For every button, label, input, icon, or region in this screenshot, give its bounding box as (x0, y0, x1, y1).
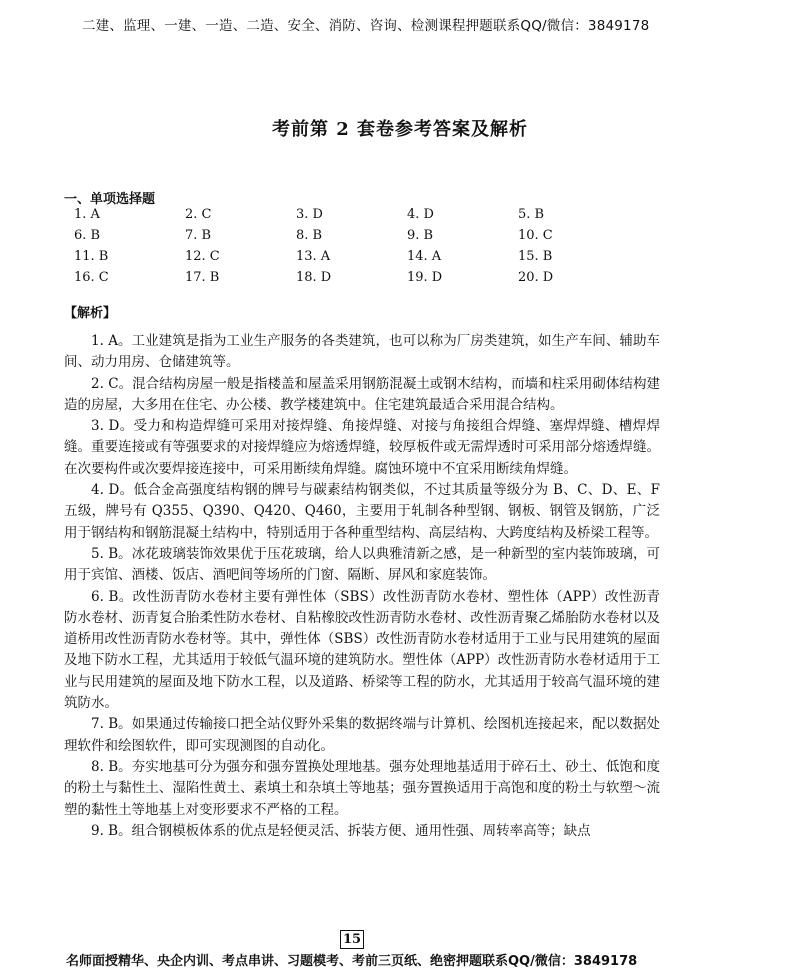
answer-item: 4. D (407, 207, 434, 222)
answer-item: 14. A (407, 249, 442, 264)
answer-item: 16. C (74, 270, 109, 285)
answer-item: 11. B (74, 249, 109, 264)
answer-grid (74, 207, 629, 286)
bottom-banner: 名师面授精华、央企内训、考点串讲、习题模考、考前三页纸、绝密押题联系QQ/微信：3849178 (66, 954, 638, 969)
answer-item: 18. D (296, 270, 332, 285)
analysis-heading: 【解析】 (64, 306, 117, 321)
answer-item: 17. B (185, 270, 220, 285)
analysis-paragraph: 3. D。受力和构造焊缝可采用对接焊缝、角接焊缝、对接与角接组合焊缝、塞焊焊缝、槽焊焊缝。重要连接或有等强要求的对接焊缝应为熔透焊缝，较厚板件或无需焊透时可采用部分熔透焊缝。在次要构件或次要焊接连接中，可采用断续角焊缝。腐蚀环境中不宜采用断续角焊缝。 (64, 418, 660, 477)
answer-item: 1. A (74, 207, 100, 222)
answer-item: 10. C (518, 228, 553, 243)
analysis-paragraph: 5. B。冰花玻璃装饰效果优于压花玻璃，给人以典雅清新之感，是一种新型的室内装饰玻璃，可用于宾馆、酒楼、饭店、酒吧间等场所的门窗、隔断、屏风和家庭装饰。 (64, 545, 660, 584)
answer-item: 15. B (518, 249, 553, 264)
answer-item: 13. A (296, 249, 331, 264)
analysis-paragraph: 2. C。混合结构房屋一般是指楼盖和屋盖采用钢筋混凝土或钢木结构，而墙和柱采用砌体结构建造的房屋，大多用在住宅、办公楼、教学楼建筑中。住宅建筑最适合采用混合结构。 (64, 375, 660, 413)
analysis-paragraph: 1. A。工业建筑是指为工业生产服务的各类建筑，也可以称为厂房类建筑，如生产车间、辅助车间、动力用房、仓储建筑等。 (64, 333, 660, 371)
answer-item: 8. B (296, 228, 323, 243)
analysis-paragraph: 4. D。低合金高强度结构钢的牌号与碳素结构钢类似，不过其质量等级分为 B、C、D、E、F 五级，牌号有 Q355、Q390、Q420、Q460，主要用于轧制各种型钢、钢板、钢管及钢筋，广泛用于钢结构和钢筋混凝土结构中，特别适用于各种重型结构、高层结构、大跨度结构及桥梁工程等。 (64, 482, 660, 541)
analysis-paragraph: 8. B。夯实地基可分为强夯和强夯置换处理地基。强夯处理地基适用于碎石土、砂土、低饱和度的粉土与黏性土、湿陷性黄土、素填土和杂填土等地基；强夯置换适用于高饱和度的粉土与软塑～流塑的黏性土等地基上对变形要求不严格的工程。 (64, 758, 660, 818)
answer-item: 12. C (185, 249, 220, 264)
answer-item: 6. B (74, 228, 101, 243)
analysis-body (64, 331, 660, 842)
page-number: 15 (340, 930, 364, 949)
answer-item: 5. B (518, 207, 545, 222)
analysis-paragraph: 7. B。如果通过传输接口把全站仪野外采集的数据终端与计算机、绘图机连接起来，配以数据处理软件和绘图软件，即可实现测图的自动化。 (64, 716, 660, 754)
answer-item: 3. D (296, 207, 323, 222)
section-heading-single-choice: 一、单项选择题 (64, 192, 156, 207)
answer-item: 20. D (518, 270, 554, 285)
analysis-paragraph: 6. B。改性沥青防水卷材主要有弹性体（SBS）改性沥青防水卷材、塑性体（APP）改性沥青防水卷材、沥青复合胎柔性防水卷材、自粘橡胶改性沥青防水卷材、改性沥青聚乙烯胎防水卷材以及道桥用改性沥青防水卷材等。其中，弹性体（SBS）改性沥青防水卷材适用于工业与民用建筑的屋面及地下防水工程，尤其适用于较低气温环境的建筑防水。塑性体（APP）改性沥青防水卷材适用于工业与民用建筑的屋面及地下防水工程，以及道路、桥梁等工程的防水，尤其适用于较高气温环境的建筑防水。 (64, 588, 660, 712)
answer-item: 2. C (185, 207, 212, 222)
page-title: 考前第 2 套卷参考答案及解析 (271, 119, 529, 140)
analysis-paragraph: 9. B。组合钢模板体系的优点是轻便灵活、拆装方便、通用性强、周转率高等；缺点 (91, 822, 591, 839)
top-banner: 二建、监理、一建、一造、二造、安全、消防、咨询、检测课程押题联系QQ/微信：3849178 (82, 18, 650, 34)
answer-item: 9. B (407, 228, 434, 243)
answer-item: 7. B (185, 228, 212, 243)
answer-item: 19. D (407, 270, 443, 285)
